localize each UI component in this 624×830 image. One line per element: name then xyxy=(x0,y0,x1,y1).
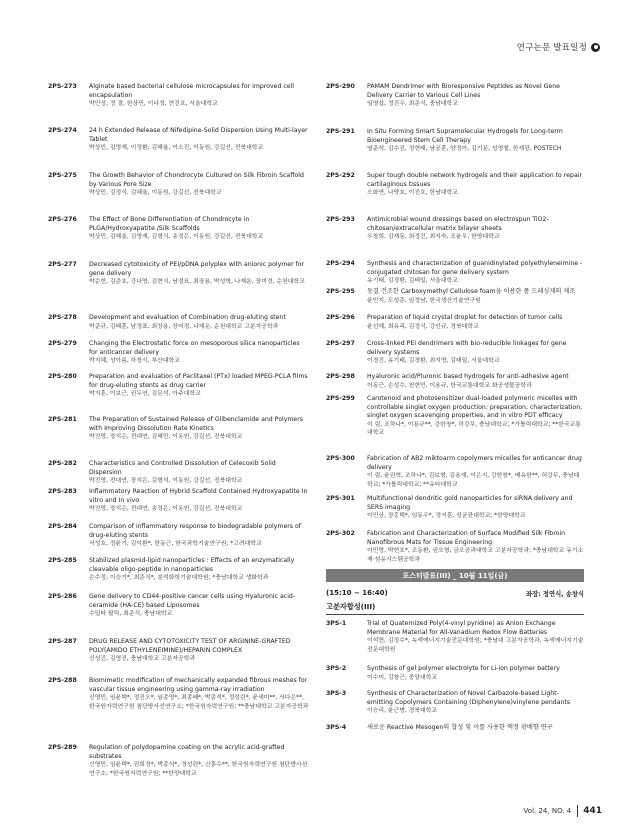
list-item xyxy=(48,488,310,523)
entry-title: Inflammatory Reaction of Hybrid Scaffold Contained Hydroxyapatite In vitro and In vivo xyxy=(89,488,308,504)
entry-id: 2PS-284 xyxy=(48,523,77,530)
entry-id: 2PS-299 xyxy=(326,395,355,402)
entry-title: Preparation and evaluation of Paclitaxel (PTx) loaded MPEG-PCLA films for drug-eluting stents as drug carrier xyxy=(89,373,308,389)
entry-title: Decreased cytotoxicity of PEI/pDNA polyplex with anionic polymer for gene delivery xyxy=(89,261,305,277)
entry-title: Synthesis of gel polymer electrolyte for Li-ion polymer battery xyxy=(367,665,560,672)
entry-authors: 유기태, 김경환, 김태일, 서울대학교 xyxy=(367,278,458,285)
list-item xyxy=(326,495,584,530)
entry-authors: 박상민, 김영재, 이정환, 김혜율, 이소진, 이동원, 강길선, 전북대학교 xyxy=(89,145,264,152)
entry-authors: 이민상, 장홍택*, 임동우*, 정지훈, 성균관대학교; *한양대학교 xyxy=(367,513,526,520)
entry-id: 2PS-279 xyxy=(48,340,77,347)
entry-authors: 박민성, 정 결, 한상민, 이다정, 현진호, 서울대학교 xyxy=(89,101,218,108)
entry-title: Gene delivery to CD44-positive cancer cells using Hyaluronic acid-ceramide (HA-CE) based Liposomes xyxy=(89,593,296,609)
entry-title: Fabrication of AB2 miktoarm copolymers micelles for anticancer drug delivery xyxy=(367,455,582,471)
entry-authors: 서성호, 정윤기, 김익환*, 한동근, 한국과학기술연구원; *고려대학교 xyxy=(89,541,262,548)
list-item xyxy=(326,395,584,455)
entry-title: The Preparation of Sustained Release of Glibenclamide and Polymers with Improving Dissolution Rate Kinetics xyxy=(89,416,303,432)
entry-id: 2PS-289 xyxy=(48,744,77,751)
list-item xyxy=(326,172,584,216)
list-item xyxy=(48,373,310,416)
entry-title: Super tough double network hydrogels and their application to repair cartilaginous tissues xyxy=(367,172,583,188)
list-item xyxy=(48,172,310,216)
entry-id: 2PS-295 xyxy=(326,288,355,295)
list-item xyxy=(48,127,310,172)
list-item xyxy=(326,530,584,569)
list-item xyxy=(48,314,310,340)
entry-authors: 윤민지, 도성준, 임정남, 한국생산기술연구원 xyxy=(367,297,481,304)
entry-authors: 이민영, 박현호*, 조동환, 권오형, 금오공과대학교 고분자공학과; *충남대학교 유기소재·섬유시스템공학과 xyxy=(367,548,584,563)
entry-id: 2PS-275 xyxy=(48,172,77,179)
left-column xyxy=(48,83,310,784)
entry-id: 2PS-302 xyxy=(326,530,355,537)
entry-authors: 이수미, 김창근, 중앙대학교 xyxy=(367,674,438,681)
entry-id: 2PS-278 xyxy=(48,314,77,321)
entry-authors: 이동근, 손성수, 천현민, 이용규, 한국교통대학교 화공생물공학과 xyxy=(367,382,532,389)
entry-title: Hyaluronic acid/Pluronic based hydrogels for anti-adhesive agent xyxy=(367,373,569,380)
list-item xyxy=(326,314,584,340)
session-chair: 좌장: 정연식, 송창식 xyxy=(526,590,584,598)
entry-authors: 이승리, 윤근병, 경북대학교 xyxy=(367,708,438,715)
entry-id: 2PS-301 xyxy=(326,495,355,502)
list-item xyxy=(326,340,584,373)
entry-title: Alginate based bacterial cellulose microcapsules for improved cell encapsulation xyxy=(89,83,294,99)
entry-title: Preparation of liquid crystal droplet for detection of tumor cells xyxy=(367,314,563,321)
entry-id: 2PS-277 xyxy=(48,261,77,268)
entry-title: PAMAM Dendrimer with Bioresponsive Peptides as Novel Gene Delivery Carrier to Various Cell Lines xyxy=(367,83,560,99)
entry-authors: 박진영, 전대연, 장지은, 김형석, 이동원, 강길선, 전북대학교 xyxy=(89,478,243,485)
entry-title: In Situ Forming Smart Supramolecular Hydrogels for Long-term Bioengineered Stem Cell Therapy xyxy=(367,128,563,144)
entry-title: Synthesis of Characterization of Novel Carbazole-based Light-emitting Copolymers Containing (Diphenylene)vinylene pendants xyxy=(367,690,571,706)
entry-id: 2PS-287 xyxy=(48,638,77,645)
entry-title: 동결 건조한 Carboxymethyl Cellulose foam을 이용한 폼 드레싱재의 제조 xyxy=(367,288,576,295)
entry-id: 2PS-293 xyxy=(326,216,355,223)
list-item xyxy=(48,261,310,314)
header-title: 연구논문 발표일정 xyxy=(516,43,587,53)
page-number: 441 xyxy=(583,806,602,816)
entry-id: 2PS-296 xyxy=(326,314,355,321)
entry-authors: 이석현, 김정수*, 녹색에너지기술전문대학원; *충남대 고분자공학과, 녹색에너지기술전문대학원 xyxy=(367,638,584,653)
list-item xyxy=(48,460,310,488)
entry-id: 2PS-273 xyxy=(48,83,77,90)
list-item xyxy=(48,744,310,784)
entry-title: Stabilized plasmid-lipid nanoparticles : Effects of an enzymatically cleavable oligo-peptide in nanoparticles xyxy=(89,557,295,573)
entry-id: 3PS-3 xyxy=(326,690,347,697)
list-item xyxy=(326,288,584,314)
entry-title: Synthesis and characterization of guanidinylated polyethyleneimine -conjugated chitosan for gene delivery system xyxy=(367,260,583,276)
page-header xyxy=(517,41,600,53)
circle-bullet-icon xyxy=(591,43,600,52)
entry-id: 2PS-298 xyxy=(326,373,355,380)
entry-authors: 이 림, 조하나*, 이용규**, 강한창*, 허강무, 충남대학교; *가톨릭대학교; **한국교통대학교 xyxy=(367,421,581,437)
entry-id: 2PS-285 xyxy=(48,557,77,564)
entry-authors: 이 림, 윤권혁, 조하나*, 김보형, 김용재, 이은지, 강한창*, 배유한**, 허강무, 충남대학교; *가톨릭대학교; **유타대학교 xyxy=(367,473,580,488)
entry-id: 2PS-276 xyxy=(48,216,77,223)
list-item xyxy=(326,724,584,736)
entry-authors: 신영민, 임윤택*, 정진오*, 임종영*, 최종배*, 박종석*, 정성린*, 윤세미**, 서다은**, 한국원자력연구원 첨단방사선연구소; *한국원자력연구원; **충남대학교 고분자공학과 xyxy=(89,695,309,710)
entry-id: 2PS-274 xyxy=(48,127,77,134)
entry-authors: 우창희, 김재동, 최경진, 최지숙, 조윤우, 한양대학교 xyxy=(367,234,500,241)
entry-authors: 염준석, 김수진, 정현태, 남궁훈, 양정아, 김기문, 성영철, 한세광, POSTECH xyxy=(367,146,562,153)
divider xyxy=(326,614,584,615)
entry-title: Development and evaluation of Combination drug-eluting stent xyxy=(89,314,286,321)
volume-info: Vol. 24, NO. 4 xyxy=(523,807,572,815)
entry-id: 2PS-300 xyxy=(326,455,355,462)
entry-authors: 박준규, 김태훈, 남정표, 최장용, 장미경, 나재운, 순천대학교 고분자공학과 xyxy=(89,323,279,330)
entry-title: The Growth Behavior of Chondrocyte Cultured on Silk Fibroin Scaffold by Various Pore Size xyxy=(89,172,304,188)
entry-title: Antimicrobial wound dressings based on electrospun TiO2-chitosan/extracellular matrix bilayer sheets xyxy=(367,216,549,232)
list-item xyxy=(48,83,310,127)
entry-title: Cross-linked PEI dendrimers with bio-reducible linkages for gene delivery systems xyxy=(367,340,567,356)
entry-id: 2PS-292 xyxy=(326,172,355,179)
entry-id: 3PS-4 xyxy=(326,724,347,731)
entry-title: Multifunctional dendritic gold nanoparticles for siRNA delivery and SERS imaging xyxy=(367,495,573,511)
list-item xyxy=(48,593,310,638)
list-item xyxy=(326,216,584,260)
entry-id: 2PS-297 xyxy=(326,340,355,347)
entry-authors: 신성진, 김영진, 충남대학교 고분자공학과 xyxy=(89,656,196,663)
entry-title: DRUG RELEASE AND CYTOTOXICITY TEST OF ARGININE-GRAFTED POLY(AMIDO ETHYLENEIMINE)/HEPARIN COMPLEX xyxy=(89,638,291,654)
entry-authors: 박상민, 김혜율, 김영재, 김형식, 송정은, 이동원, 강길선, 전북대학교 xyxy=(89,234,264,241)
session-time: (15:10 ~ 16:40) xyxy=(326,589,388,597)
entry-id: 2PS-280 xyxy=(48,373,77,380)
entry-title: 24 h Extended Release of Nifedipine-Solid Dispersion Using Multi-layer Tablet xyxy=(89,127,308,143)
entry-id: 2PS-281 xyxy=(48,416,77,423)
entry-id: 2PS-282 xyxy=(48,460,77,467)
list-item xyxy=(326,83,584,128)
entry-id: 3PS-1 xyxy=(326,620,347,627)
list-item xyxy=(326,260,584,288)
entry-title: Carotenoid and photosensitizer dual-loaded polymeric micelles with controllable singlet oxygen production: preparation, characterization, singlet oxygen scavenging properties, and in vitro PDT efficacy xyxy=(367,395,583,420)
entry-authors: 손수정, 이승기*, 최준식*, 분석화학기술대학원; *충남대학교 생화학과 xyxy=(89,575,269,582)
list-item xyxy=(48,216,310,261)
list-item xyxy=(48,677,310,744)
entry-id: 2PS-290 xyxy=(326,83,355,90)
list-item xyxy=(326,620,584,665)
entry-authors: 박상민, 김정식, 김혜율, 이동원, 강길선, 전북대학교 xyxy=(89,190,222,197)
entry-authors: 박지훈, 이보근, 권두연, 김문석, 아주대학교 xyxy=(89,391,201,398)
list-item xyxy=(48,638,310,677)
entry-title: Trial of Quaternized Poly(4-vinyl pyridine) as Anion Exchange Membrane Material for All-Vanadium Redox Flow Batteries xyxy=(367,620,556,636)
list-item xyxy=(48,340,310,373)
entry-authors: 윤선혜, 최유리, 김정식, 강인규, 경북대학교 xyxy=(367,323,479,330)
list-item xyxy=(326,690,584,724)
list-item xyxy=(48,557,310,593)
poster-session-banner: 포스터발표(III) _ 10월 11일(금) xyxy=(326,569,584,582)
entry-authors: 수딥타 팔릭, 최준식, 충남대학교 xyxy=(89,611,173,618)
entry-title: 새로운 Reactive Mesogen의 합성 및 이를 사용한 액정 광배향 연구 xyxy=(367,724,553,731)
list-item xyxy=(48,416,310,460)
entry-title: Fabrication and Characterization of Surface Modified Silk Fibroin Nanofibrous Mats for Tissue Engineering xyxy=(367,530,566,546)
entry-id: 2PS-288 xyxy=(48,677,77,684)
entry-authors: 박진영, 장지은, 전대연, 송정은, 이동원, 강길선, 전북대학교 xyxy=(89,506,243,513)
entry-id: 2PS-294 xyxy=(326,260,355,267)
entry-id: 2PS-286 xyxy=(48,593,77,600)
list-item xyxy=(48,523,310,557)
entry-id: 3PS-2 xyxy=(326,665,347,672)
entry-authors: 박지혜, 성아름, 하창식, 부산대학교 xyxy=(89,358,180,365)
list-item xyxy=(326,373,584,395)
entry-id: 2PS-291 xyxy=(326,128,355,135)
entry-authors: 임명섭, 정진우, 최준식, 충남대학교 xyxy=(367,101,458,108)
page-footer xyxy=(524,805,602,817)
entry-authors: 박진영, 장지은, 전대연, 김혜민, 이동원, 강길선, 전북대학교 xyxy=(89,434,243,441)
list-item xyxy=(326,665,584,690)
entry-title: Biomimetic modification of mechanically expanded fibrous meshes for vascular tissue engineering using gamma-ray irradiation xyxy=(89,677,308,693)
right-column xyxy=(326,83,584,736)
entry-id: 2PS-283 xyxy=(48,488,77,495)
entry-title: The Effect of Bone Differentiation of Chondrocyte in PLGA/Hydroxyapatite /Silk Scaffolds xyxy=(89,216,250,232)
list-item xyxy=(326,128,584,172)
entry-title: Regulation of polydopamine coating on the acrylic acid-grafted substrates xyxy=(89,744,285,760)
session-name: 고분자합성(III) xyxy=(326,602,376,611)
entry-authors: 신영민, 임윤택*, 권희정*, 박종석*, 정성린*, 신흥수**, 한국원자력연구원 첨단방사선연구소; *한국원자력연구원; **한양대학교 xyxy=(89,762,308,777)
entry-authors: 박순현, 김준호, 강나영, 김현식, 남정표, 최장용, 박성혁, 나재운, 장미경, 순천대학교 xyxy=(89,279,305,286)
entry-title: Comparison of inflammatory response to biodegradable polymers of drug-eluting stents xyxy=(89,523,301,539)
list-item xyxy=(326,455,584,495)
entry-authors: 오화연, 나양호, 이진호, 한남대학교 xyxy=(367,190,458,197)
entry-title: Characteristics and Controlled Dissolution of Celecoxib Solid Dispersion xyxy=(89,460,276,476)
entry-title: Changing the Electrostatic force on mesoporous silica nanoparticles for anticancer delivery xyxy=(89,340,300,356)
session-info xyxy=(326,588,584,598)
entry-authors: 이경진, 유기태, 김경환, 최지영, 김태일, 서울대학교 xyxy=(367,358,500,365)
